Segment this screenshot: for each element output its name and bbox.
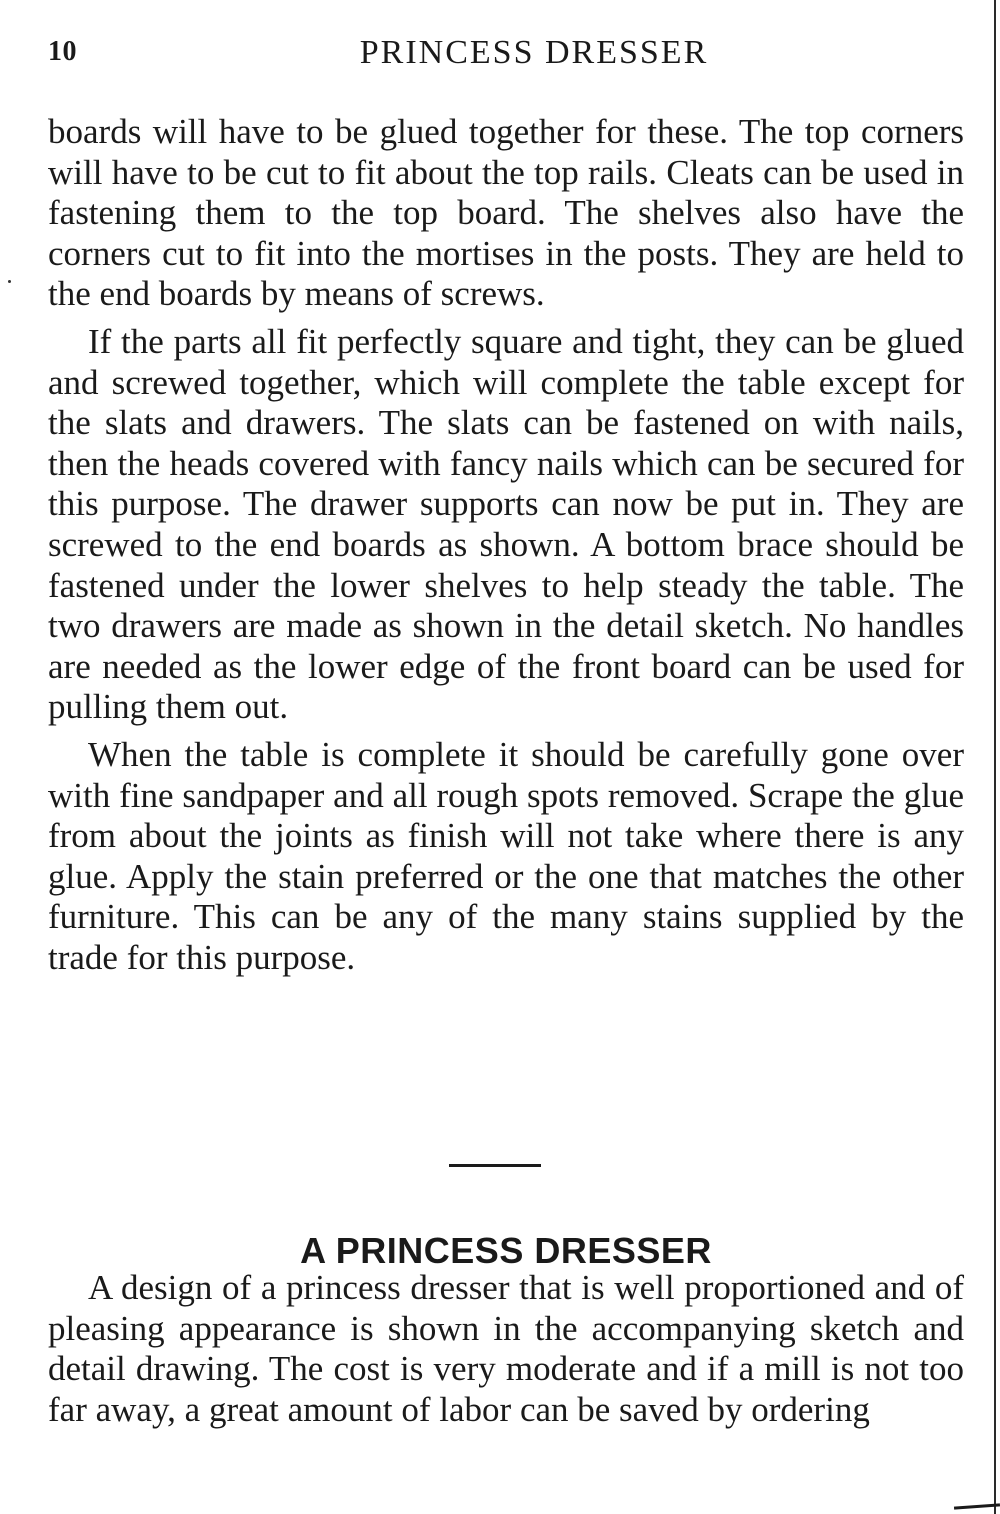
paragraph-1: boards will have to be glued together for these. The top corners will have to be cut to fit about the top rails. Cleats can be used in fastening them to the top board. The shelves also have the corners cut to fit into the mortises in the posts. They are held to the end boards by means of screws. [48,112,964,314]
paragraph-3: When the table is complete it should be carefully gone over with fine sandpaper and all rough spots removed. Scrape the glue from about the joints as finish will not take where there is any glue. Apply the stain preferred or the one that matches the other furniture. This can be any of the many stains supplied by the trade for this purpose. [48,734,964,977]
stray-ink-dot [8,280,11,283]
paragraph-2: If the parts all fit perfectly square and tight, they can be glued and screwed together, which will complete the table except for the slats and drawers. The slats can be fastened on with nails, then the heads covered with fancy nails which can be secured for this purpose. The drawer supports can now be put in. They are screwed to the end boards as shown. A bottom brace should be fastened under the lower shelves to help steady the table. The two drawers are made as shown in the detail sketch. No handles are needed as the lower edge of the front board can be used for pulling them out. [48,321,964,727]
page-edge-line [994,0,996,1514]
body-text [48,112,964,985]
page-number: 10 [48,36,77,67]
page-header [48,30,964,74]
section-title: A PRINCESS DRESSER [300,1229,712,1271]
section-text [48,1268,964,1430]
section-paragraph: A design of a princess dresser that is well proportioned and of pleasing appearance is shown in the accompanying sketch and detail drawing. The cost is very moderate and if a mill is not too far away, a great amount of labor can be saved by ordering [48,1268,964,1429]
section-divider [449,1164,541,1167]
running-head: PRINCESS DRESSER [359,34,709,71]
